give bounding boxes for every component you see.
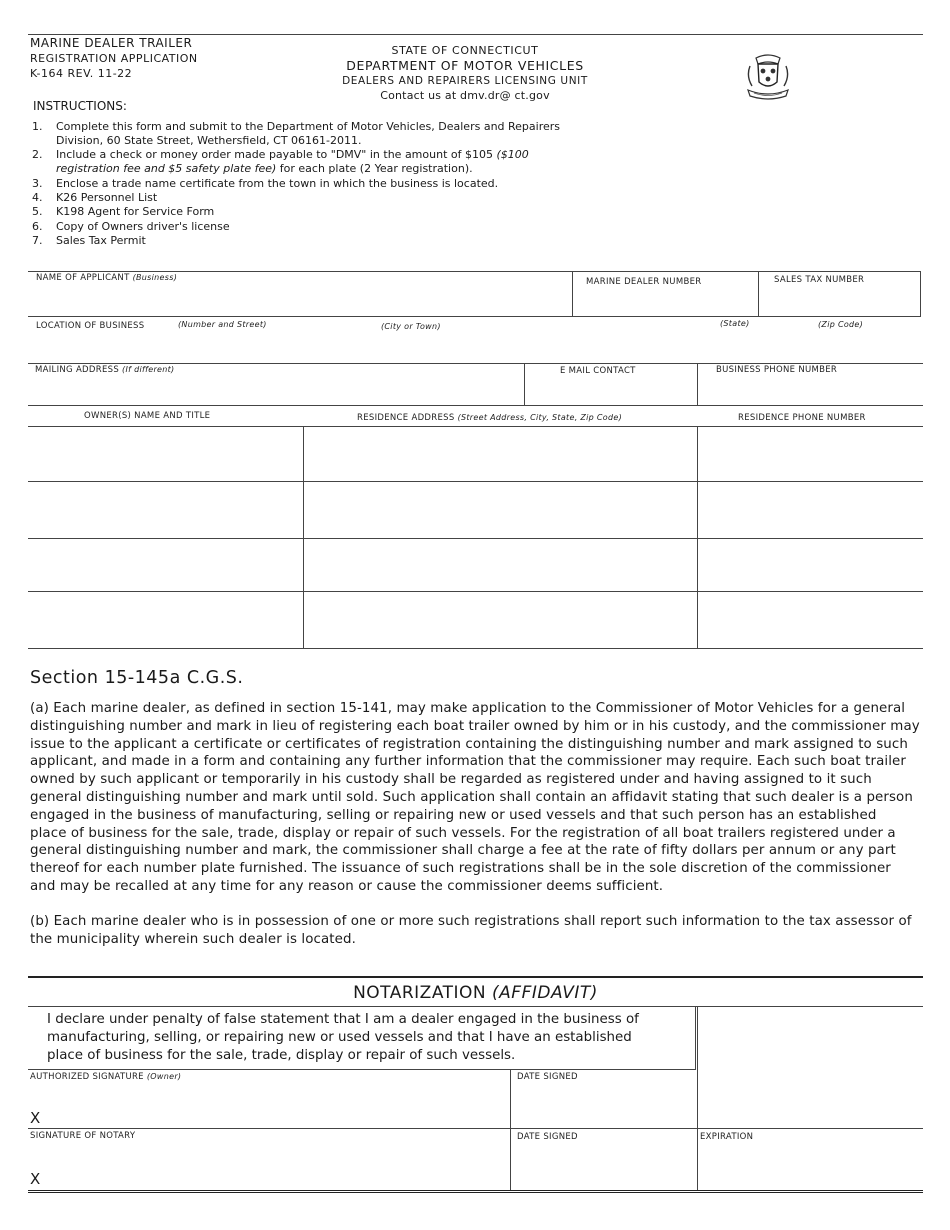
instruction-text: Include a check or money order made payable to "DMV" in the amount of $105	[56, 148, 497, 161]
instruction-text: Complete this form and submit to the Department of Motor Vehicles, Dealers and Repairers	[56, 120, 561, 133]
city-town-label: (City or Town)	[381, 322, 441, 331]
instruction-text: K198 Agent for Service Form	[56, 205, 215, 218]
mailing-address-field[interactable]	[35, 365, 174, 375]
marine-dealer-number-field[interactable]: MARINE DEALER NUMBER	[586, 277, 702, 287]
instruction-item	[32, 234, 592, 248]
instruction-text: K26 Personnel List	[56, 191, 158, 204]
number-street-label: (Number and Street)	[178, 320, 267, 329]
expiration-field[interactable]: EXPIRATION	[700, 1132, 754, 1142]
instruction-text: Enclose a trade name certificate from the town in which the business is located.	[56, 177, 499, 190]
notary-x-mark: X	[30, 1170, 41, 1188]
paragraph-line: (b) Each marine dealer who is in possession of one or more such registrations shall report such information to the tax assessor of	[30, 914, 912, 929]
department-name: DEPARTMENT OF MOTOR VEHICLES	[346, 58, 584, 73]
unit-name: DEALERS AND REPAIRERS LICENSING UNIT	[342, 75, 588, 87]
paragraph-line: distinguishing number and mark in lieu of registering each boat trailer owned by him or in his custody, and the commissioner may	[30, 718, 920, 734]
paragraph-line: and may be recalled at any time for any reason or cause the commissioner deems sufficient.	[30, 878, 664, 894]
form-divider	[524, 363, 525, 405]
form-rule	[28, 316, 921, 317]
notarization-divider	[510, 1069, 511, 1191]
form-title: MARINE DEALER TRAILER	[30, 36, 193, 50]
form-divider	[572, 271, 573, 317]
form-divider	[758, 271, 759, 317]
notarization-title	[28, 983, 923, 1003]
notarization-divider	[695, 1006, 696, 1070]
section-paragraph-a	[30, 700, 930, 896]
instruction-item	[32, 205, 592, 219]
authorized-signature-field[interactable]	[30, 1072, 181, 1082]
email-contact-field[interactable]: E MAIL CONTACT	[560, 366, 636, 376]
notarization-title-text: NOTARIZATION	[353, 983, 487, 1003]
residence-address-header	[357, 413, 622, 423]
declaration-line: manufacturing, selling, or repairing new or used vessels and that I have an established	[47, 1029, 632, 1045]
instruction-number: 7.	[32, 234, 43, 247]
paragraph-line: owned by such applicant or temporarily in his custody shall be regarded as registered under and having assigned to it such	[30, 772, 872, 788]
instruction-number: 5.	[32, 205, 43, 218]
instruction-number: 4.	[32, 191, 43, 204]
declaration-line: place of business for the sale, trade, display or repair of such vessels.	[47, 1047, 516, 1063]
owner-phone-cell[interactable]	[698, 592, 922, 648]
form-rule	[28, 405, 923, 406]
form-subtitle: REGISTRATION APPLICATION	[30, 52, 198, 65]
notarization-title-note: (AFFIDAVIT)	[492, 983, 598, 1003]
owner-name-cell[interactable]	[28, 427, 302, 481]
instruction-text: Division, 60 State Street, Wethersfield, CT 06161-2011.	[56, 134, 362, 147]
bottom-double-rule	[28, 1190, 923, 1193]
form-number: K-164 REV. 11-22	[30, 67, 133, 80]
applicant-name-label: NAME OF APPLICANT	[36, 273, 130, 283]
state-name: STATE OF CONNECTICUT	[391, 44, 539, 57]
residence-phone-header: RESIDENCE PHONE NUMBER	[738, 413, 866, 423]
notarization-rule	[28, 1006, 923, 1007]
owner-address-cell[interactable]	[304, 592, 696, 648]
notarization-rule	[28, 1069, 696, 1070]
owner-address-cell[interactable]	[304, 482, 696, 538]
connecticut-state-seal-icon	[742, 50, 794, 102]
owner-address-cell[interactable]	[304, 427, 696, 481]
notary-date-signed-field[interactable]: DATE SIGNED	[517, 1132, 578, 1142]
location-of-business-field[interactable]: LOCATION OF BUSINESS	[36, 321, 145, 331]
table-row	[28, 648, 923, 649]
instruction-text-italic: ($100	[496, 148, 529, 161]
instruction-item	[32, 120, 592, 148]
paragraph-line: issue to the applicant a certificate or certificates of registration containing the distinguishing number and mark assigned to such	[30, 736, 908, 752]
declaration-text	[47, 1011, 687, 1064]
notary-signature-field[interactable]: SIGNATURE OF NOTARY	[30, 1131, 136, 1141]
paragraph-line: the municipality wherein such dealer is located.	[30, 931, 356, 947]
authorized-signature-label: AUTHORIZED SIGNATURE	[30, 1072, 144, 1082]
section-paragraph-b	[30, 913, 930, 949]
owner-name-cell[interactable]	[28, 482, 302, 538]
instructions-heading: INSTRUCTIONS:	[33, 99, 127, 113]
instruction-item	[32, 191, 592, 205]
instruction-item	[32, 177, 592, 191]
instruction-text-italic: registration fee and $5 safety plate fee)	[56, 162, 277, 175]
notarization-divider	[697, 1006, 698, 1191]
instruction-text: for each plate (2 Year registration).	[276, 162, 473, 175]
agency-header	[330, 44, 600, 103]
form-rule	[28, 271, 921, 272]
instruction-number: 1.	[32, 120, 43, 133]
applicant-name-note: (Business)	[132, 273, 178, 282]
top-rule	[28, 34, 923, 35]
paragraph-line: applicant, and made in a form and containing any further information that the commissioner may require. Each such boat trailer	[30, 754, 906, 770]
business-phone-field[interactable]: BUSINESS PHONE NUMBER	[716, 365, 838, 375]
residence-address-label: RESIDENCE ADDRESS	[357, 413, 455, 423]
instruction-text: Sales Tax Permit	[56, 234, 146, 247]
form-rule	[28, 363, 923, 364]
instruction-number: 6.	[32, 220, 43, 233]
signature-x-mark: X	[30, 1109, 41, 1127]
owner-name-cell[interactable]	[28, 592, 302, 648]
zip-code-label: (Zip Code)	[818, 320, 864, 329]
paragraph-line: general distinguishing number and mark until sold. Such application shall contain an affidavit stating that such dealer is a person	[30, 789, 913, 805]
paragraph-line: general distinguishing number and mark, the commissioner shall charge a fee at the rate of fifty dollars per annum or any part	[30, 843, 896, 859]
declaration-line: I declare under penalty of false statement that I am a dealer engaged in the business of	[47, 1012, 639, 1027]
instruction-text: Copy of Owners driver's license	[56, 220, 230, 233]
state-label: (State)	[720, 319, 750, 328]
instruction-item	[32, 220, 592, 234]
paragraph-line: (a) Each marine dealer, as defined in section 15-141, may make application to the Commissioner of Motor Vehicles for a general	[30, 701, 906, 716]
paragraph-line: engaged in the business of manufacturing, selling or repairing new or used vessels and that such person has an established	[30, 807, 877, 823]
owner-name-cell[interactable]	[28, 539, 302, 591]
mailing-address-label: MAILING ADDRESS	[35, 365, 120, 375]
residence-address-note: (Street Address, City, State, Zip Code)	[457, 413, 623, 422]
notarization-rule	[28, 1128, 923, 1129]
owner-phone-cell[interactable]	[698, 427, 922, 481]
applicant-name-field[interactable]	[36, 273, 177, 283]
instruction-item	[32, 148, 592, 176]
sales-tax-number-field[interactable]: SALES TAX NUMBER	[774, 275, 865, 285]
form-divider	[697, 363, 698, 405]
date-signed-field[interactable]: DATE SIGNED	[517, 1072, 578, 1082]
mailing-address-note: (If different)	[122, 365, 175, 374]
section-title: Section 15-145a C.G.S.	[30, 668, 244, 688]
authorized-signature-note: (Owner)	[146, 1072, 182, 1081]
owner-address-cell[interactable]	[304, 539, 696, 591]
instruction-number: 3.	[32, 177, 43, 190]
owner-phone-cell[interactable]	[698, 539, 922, 591]
owner-phone-cell[interactable]	[698, 482, 922, 538]
contact-line: Contact us at dmv.dr@ ct.gov	[380, 89, 550, 102]
paragraph-line: thereof for each number plate furnished. The issuance of such registrations shall be in the sole discretion of the commissioner	[30, 861, 891, 877]
paragraph-line: place of business for the sale, trade, display or repair of such vessels. For the registration of all boat trailers registered under a	[30, 825, 896, 841]
form-title-block	[30, 36, 198, 81]
form-divider	[920, 271, 921, 317]
instruction-number: 2.	[32, 148, 43, 161]
owners-name-header: OWNER(S) NAME AND TITLE	[84, 411, 211, 421]
notarization-top-rule	[28, 976, 923, 978]
